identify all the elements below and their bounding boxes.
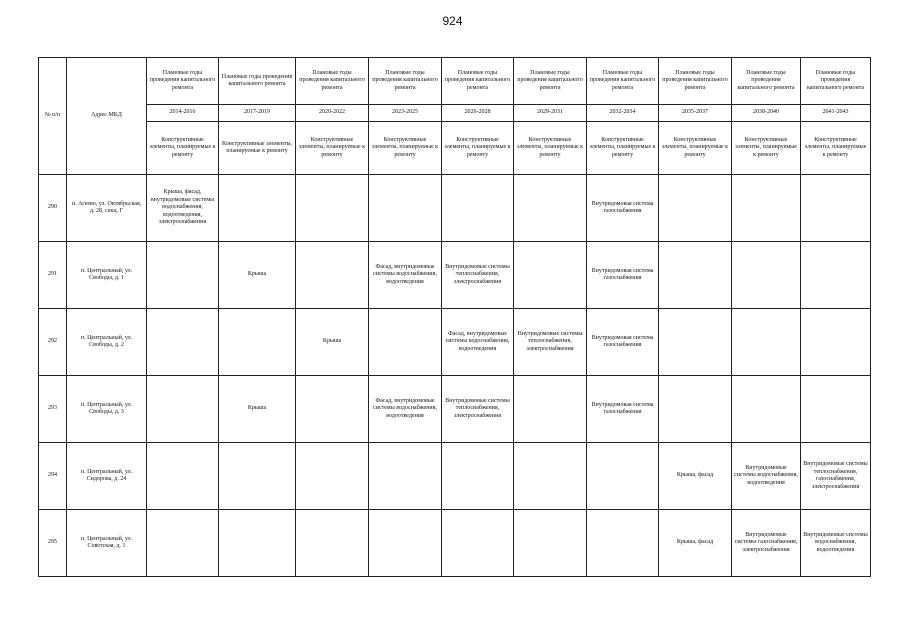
table-row xyxy=(39,510,871,577)
header-elements: Конструктивные элементы, планируемые к ремонту xyxy=(732,122,801,175)
header-period: 2029-2031 xyxy=(514,105,587,122)
page-number: 924 xyxy=(442,14,463,28)
table-cell: Крыша, фасад xyxy=(659,443,732,510)
header-period: 2032-2034 xyxy=(587,105,659,122)
row-address: п. Центральный, ул. Свободы, д. 2 xyxy=(67,309,147,376)
header-elements: Конструктивные элементы, планируемые к ремонту xyxy=(369,122,442,175)
header-elements: Конструктивные элементы, планируемые к ремонту xyxy=(587,122,659,175)
table-cell xyxy=(514,376,587,443)
row-number: 292 xyxy=(39,309,67,376)
table-cell xyxy=(296,175,369,242)
header-planned-years: Плановые годы проведения капитального ремонта xyxy=(801,58,871,105)
table-cell: Фасад, внутридомовые системы водоснабжения, водоотведения xyxy=(442,309,514,376)
header-period: 2014-2016 xyxy=(147,105,219,122)
table-cell: Крыша, фасад xyxy=(659,510,732,577)
header-address: Адрес МКД xyxy=(67,58,147,175)
header-row-elements xyxy=(39,122,871,175)
table-cell xyxy=(801,175,871,242)
table-cell: Внутридомовые системы водоснабжения, водоотведения xyxy=(732,443,801,510)
header-planned-years: Плановые годы проведения капитального ремонта xyxy=(147,58,219,105)
table-cell xyxy=(801,376,871,443)
table-cell xyxy=(442,510,514,577)
table-cell xyxy=(514,175,587,242)
table-cell: Внутридомовые системы газоснабжения, электроснабжения xyxy=(732,510,801,577)
table-cell xyxy=(732,242,801,309)
table-cell: Внутридомовые системы теплоснабжения, электроснабжения xyxy=(442,376,514,443)
table-cell xyxy=(732,175,801,242)
table-cell xyxy=(514,443,587,510)
table-cell xyxy=(587,443,659,510)
table-cell: Фасад, внутридомовые системы водоснабжения, водоотведения xyxy=(369,376,442,443)
table-cell xyxy=(147,376,219,443)
table-cell xyxy=(587,510,659,577)
table-cell xyxy=(369,510,442,577)
table-cell xyxy=(732,376,801,443)
header-elements: Конструктивные элементы, планируемые к ремонту xyxy=(442,122,514,175)
header-period: 2041-2043 xyxy=(801,105,871,122)
capital-repair-plan-table xyxy=(38,57,871,577)
row-address: п. Центральный, ул. Сидорова, д. 24 xyxy=(67,443,147,510)
table-cell xyxy=(369,175,442,242)
table-cell: Крыша, фасад, внутридомовые системы водоснабжения, водоотведения, электроснабжения xyxy=(147,175,219,242)
header-planned-years: Плановые годы проведения капитального ремонта xyxy=(514,58,587,105)
table-cell xyxy=(369,309,442,376)
table-cell xyxy=(147,443,219,510)
table-row xyxy=(39,376,871,443)
header-period: 2038-2040 xyxy=(732,105,801,122)
header-period: 2023-2025 xyxy=(369,105,442,122)
table-cell xyxy=(514,242,587,309)
header-elements: Конструктивные элементы, планируемые к ремонту xyxy=(801,122,871,175)
header-planned-years: Плановые годы проведения капитального ремонта xyxy=(369,58,442,105)
table-cell xyxy=(514,510,587,577)
header-num: № п/п xyxy=(39,58,67,175)
header-elements: Конструктивные элементы, планируемые к ремонту xyxy=(296,122,369,175)
table-cell xyxy=(219,309,296,376)
table-cell: Внутридомовые системы водоснабжения, водоотведения xyxy=(801,510,871,577)
table-cell: Крыша xyxy=(219,376,296,443)
row-address: п. Центральный, ул. Свободы, д. 3 xyxy=(67,376,147,443)
table-cell xyxy=(219,443,296,510)
table-row xyxy=(39,309,871,376)
row-address: п. Центральный, ул. Свободы, д. 1 xyxy=(67,242,147,309)
row-address: п. Центральный, ул. Советская, д. 1 xyxy=(67,510,147,577)
table-row xyxy=(39,242,871,309)
header-elements: Конструктивные элементы, планируемые к ремонту xyxy=(514,122,587,175)
table-cell xyxy=(369,443,442,510)
table-cell xyxy=(659,175,732,242)
row-number: 290 xyxy=(39,175,67,242)
header-planned-years: Плановые годы проведения капитального ремонта xyxy=(296,58,369,105)
table-cell: Внутридомовые системы теплоснабжения, электроснабжения xyxy=(442,242,514,309)
table-cell xyxy=(296,443,369,510)
table-cell xyxy=(296,510,369,577)
table-cell xyxy=(659,242,732,309)
header-planned-years: Плановые годы проведения капитального ремонта xyxy=(219,58,296,105)
table-cell: Внутридомовая система газоснабжения xyxy=(587,309,659,376)
table-cell xyxy=(801,242,871,309)
table-cell xyxy=(442,443,514,510)
table-cell xyxy=(732,309,801,376)
header-planned-years: Плановые годы проведения капитального ремонта xyxy=(659,58,732,105)
table-cell: Внутридомовая система газоснабжения xyxy=(587,376,659,443)
row-number: 295 xyxy=(39,510,67,577)
table-cell: Крыша xyxy=(296,309,369,376)
header-period: 2020-2022 xyxy=(296,105,369,122)
table-cell: Внутридомовая система газоснабжения xyxy=(587,175,659,242)
header-row-planned-years xyxy=(39,58,871,105)
table-cell xyxy=(147,510,219,577)
table-cell xyxy=(659,309,732,376)
table-cell xyxy=(147,309,219,376)
header-elements: Конструктивные элементы, планируемые к ремонту xyxy=(147,122,219,175)
table-cell: Внутридомовые системы теплоснабжения, электроснабжения xyxy=(514,309,587,376)
table-cell xyxy=(296,376,369,443)
header-period: 2026-2028 xyxy=(442,105,514,122)
row-number: 291 xyxy=(39,242,67,309)
row-number: 293 xyxy=(39,376,67,443)
table-cell: Фасад, внутридомовые системы водоснабжения, водоотведения xyxy=(369,242,442,309)
table-cell: Крыша xyxy=(219,242,296,309)
table-cell xyxy=(219,510,296,577)
header-elements: Конструктивные элементы, планируемые к ремонту xyxy=(219,122,296,175)
header-planned-years: Плановые годы проведения капитального ремонта xyxy=(732,58,801,105)
header-planned-years: Плановые годы проведения капитального ремонта xyxy=(442,58,514,105)
table-cell xyxy=(296,242,369,309)
row-address: п. Агеево, ул. Октябрьская, д. 28, секц. Г xyxy=(67,175,147,242)
header-elements: Конструктивные элементы, планируемые к ремонту xyxy=(659,122,732,175)
header-period: 2017-2019 xyxy=(219,105,296,122)
header-planned-years: Плановые годы проведения капитального ремонта xyxy=(587,58,659,105)
table-cell: Внутридомовая система газоснабжения xyxy=(587,242,659,309)
table-cell: Внутридомовые системы теплоснабжения, газоснабжения, электроснабжения xyxy=(801,443,871,510)
table-row xyxy=(39,175,871,242)
row-number: 294 xyxy=(39,443,67,510)
table-cell xyxy=(801,309,871,376)
table-cell xyxy=(442,175,514,242)
header-period: 2035-2037 xyxy=(659,105,732,122)
table-cell xyxy=(147,242,219,309)
table-cell xyxy=(659,376,732,443)
table-cell xyxy=(219,175,296,242)
table-row xyxy=(39,443,871,510)
header-row-periods xyxy=(39,105,871,122)
